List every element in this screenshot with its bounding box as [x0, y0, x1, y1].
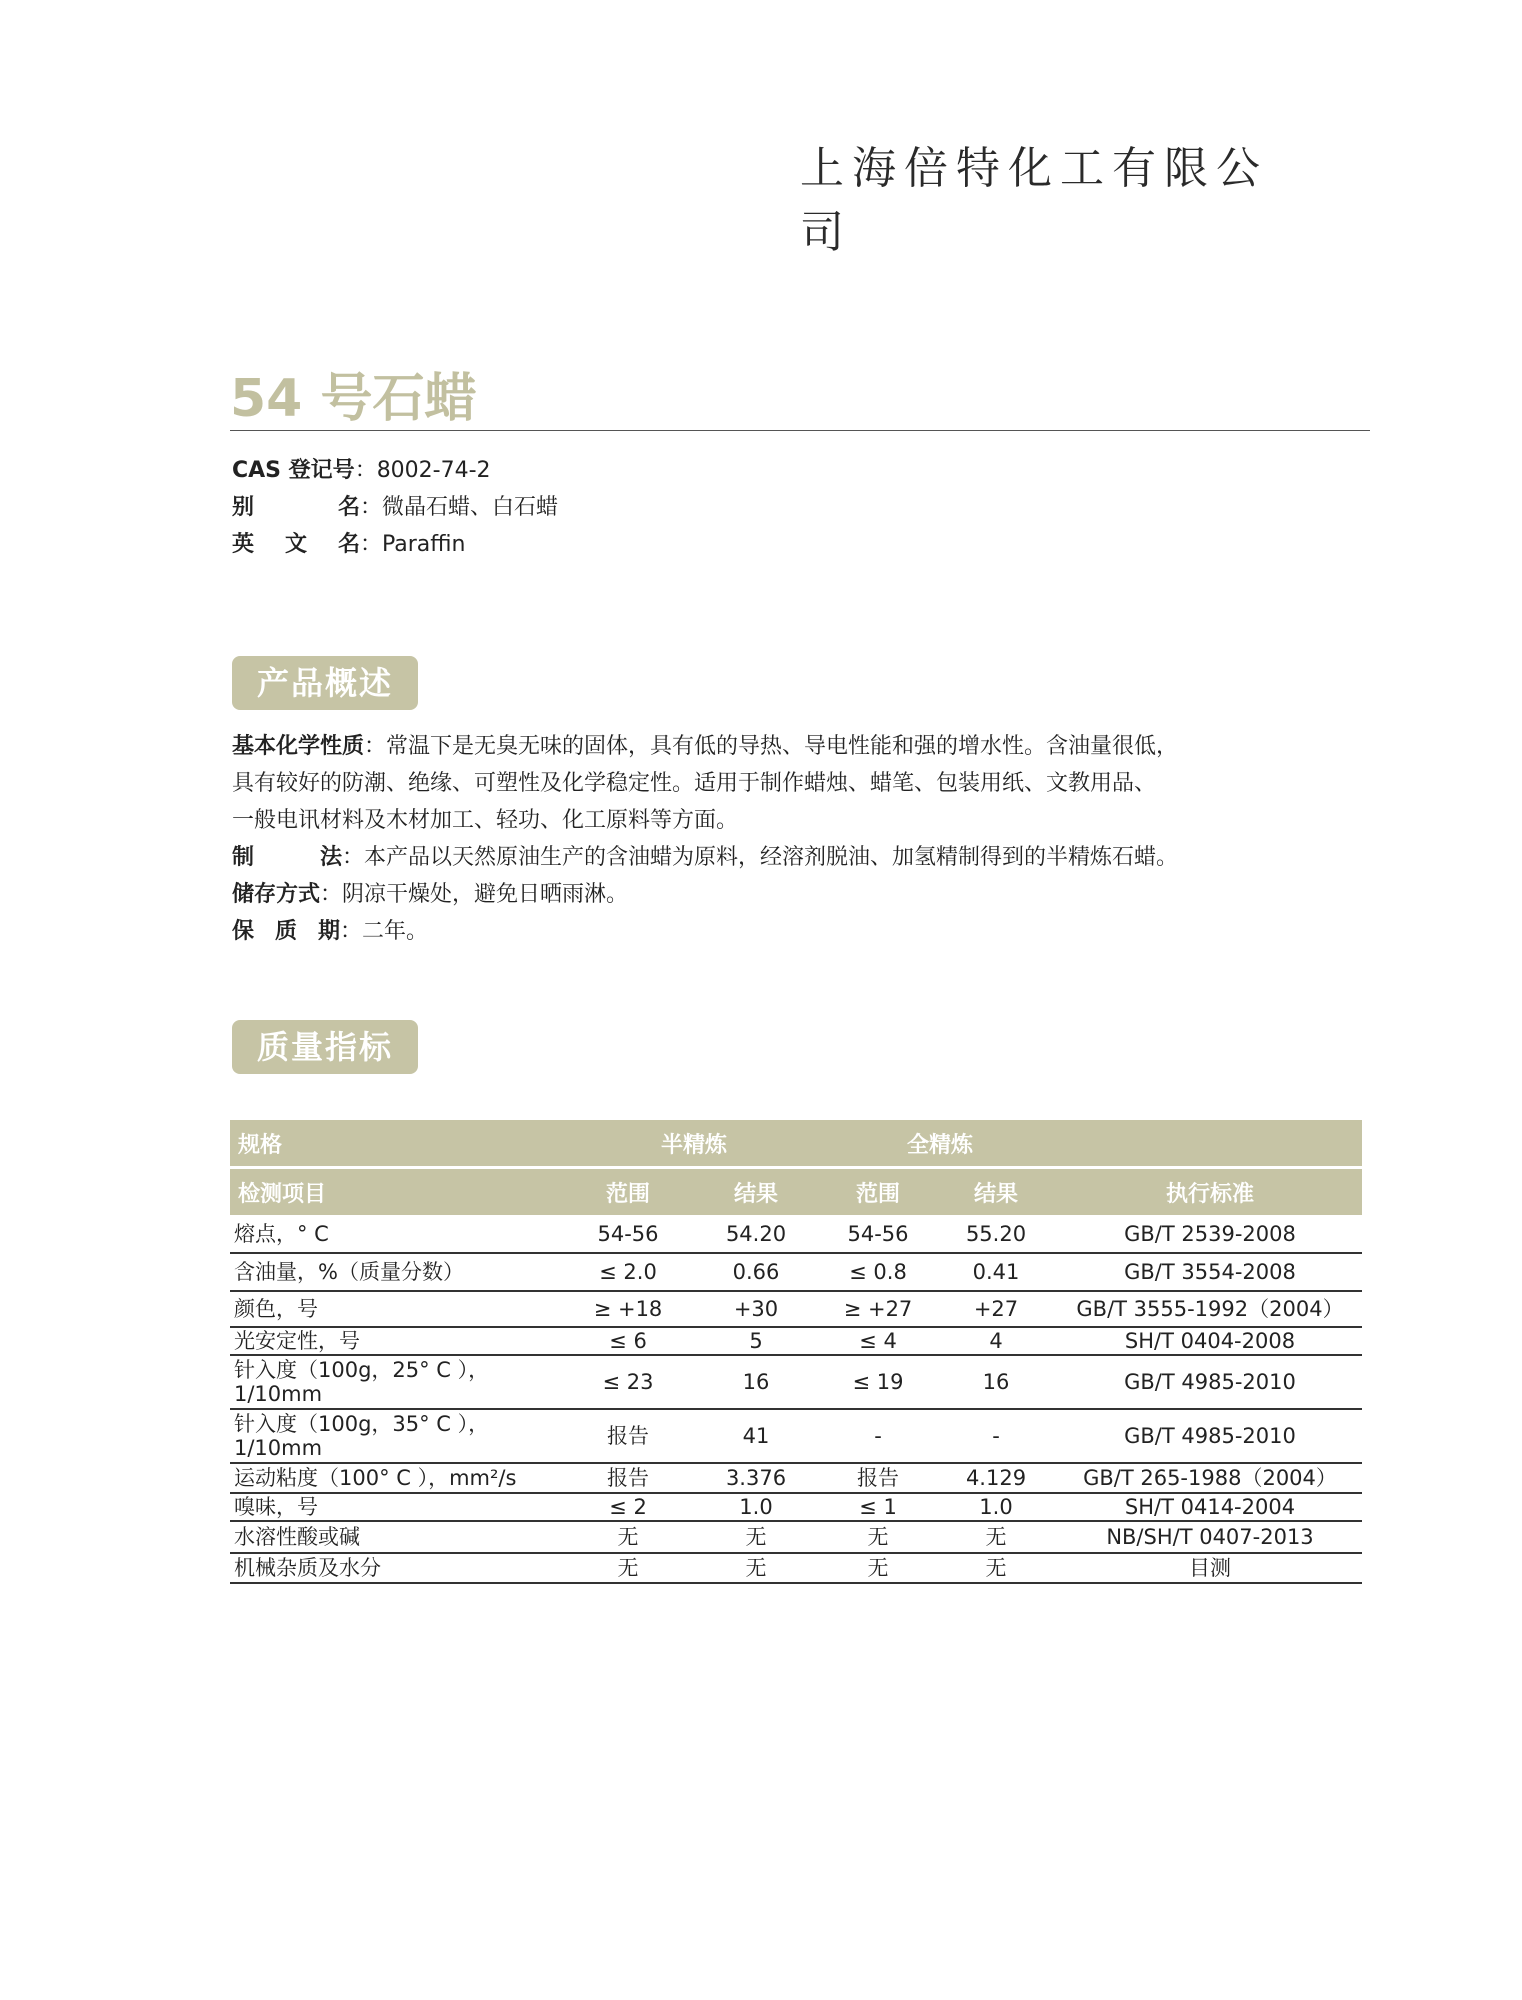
basic-properties	[232, 728, 1272, 765]
header-spec: 规格	[230, 1120, 566, 1168]
cell-result-1: 1.0	[690, 1493, 822, 1521]
item-text: 机械杂质及水分	[234, 1556, 381, 1580]
product-title: 54 号石蜡	[230, 369, 477, 429]
cell-result-2: 无	[934, 1553, 1058, 1583]
table-header-row-2	[230, 1168, 1362, 1216]
item-text: 针入度（100g，25° C ），	[234, 1358, 490, 1382]
header-semi-refined: 半精炼	[566, 1120, 822, 1168]
cell-range-2: ≤ 19	[822, 1355, 934, 1409]
cell-range-2: ≤ 0.8	[822, 1253, 934, 1291]
item-text: 含油量，%（质量分数）	[234, 1260, 464, 1284]
cell-result-2: +27	[934, 1291, 1058, 1327]
header-item: 检测项目	[230, 1168, 566, 1216]
header-fully-refined: 全精炼	[822, 1120, 1058, 1168]
info-row-cas	[232, 452, 558, 489]
basic-text: ：常温下是无臭无味的固体，具有低的导热、导电性能和强的增水性。含油量很低，	[364, 734, 1179, 759]
method	[232, 839, 1272, 876]
header-standard: 执行标准	[1058, 1168, 1362, 1216]
cell-item	[230, 1327, 566, 1355]
cell-range-1: ≥ +18	[566, 1291, 690, 1327]
cell-range-2: 无	[822, 1521, 934, 1553]
cell-standard: 目测	[1058, 1553, 1362, 1583]
info-value: ：8002-74-2	[354, 458, 491, 483]
table-row	[230, 1215, 1362, 1253]
info-row-alias	[232, 489, 558, 526]
section-heading-overview: 产品概述	[232, 656, 418, 710]
method-text: ：本产品以天然原油生产的含油蜡为原料，经溶剂脱油、加氢精制得到的半精炼石蜡。	[342, 845, 1179, 870]
cell-range-1: 54-56	[566, 1215, 690, 1253]
header-result-2: 结果	[934, 1168, 1058, 1216]
cell-range-1: 无	[566, 1553, 690, 1583]
cell-item	[230, 1553, 566, 1583]
cell-result-1: +30	[690, 1291, 822, 1327]
cell-range-1: 无	[566, 1521, 690, 1553]
cell-result-2: 0.41	[934, 1253, 1058, 1291]
cell-result-2: 16	[934, 1355, 1058, 1409]
table-row	[230, 1493, 1362, 1521]
cell-item	[230, 1215, 566, 1253]
storage	[232, 876, 1272, 913]
product-info	[232, 452, 558, 563]
overview-text	[232, 728, 1272, 950]
cell-range-1: ≤ 2.0	[566, 1253, 690, 1291]
cell-result-1: 5	[690, 1327, 822, 1355]
cell-standard: NB/SH/T 0407-2013	[1058, 1521, 1362, 1553]
basic-properties-3: 一般电讯材料及木材加工、轻功、化工原料等方面。	[232, 808, 739, 833]
shelf-label: 保质期	[232, 919, 340, 944]
item-text: 光安定性，号	[234, 1329, 360, 1353]
cell-range-2: 无	[822, 1553, 934, 1583]
title-divider	[230, 430, 1370, 431]
cell-standard: GB/T 4985-2010	[1058, 1355, 1362, 1409]
info-label: CAS 登记号	[232, 458, 355, 483]
cell-range-2: 报告	[822, 1463, 934, 1493]
cell-range-1: 报告	[566, 1409, 690, 1463]
cell-result-2: 1.0	[934, 1493, 1058, 1521]
info-label: 别名	[232, 495, 360, 520]
header-range-1: 范围	[566, 1168, 690, 1216]
method-label: 制法	[232, 845, 342, 870]
storage-label: 储存方式	[232, 882, 321, 907]
cell-result-2: 4.129	[934, 1463, 1058, 1493]
item-text: 颜色，号	[234, 1297, 318, 1321]
cell-result-2: 55.20	[934, 1215, 1058, 1253]
info-row-english	[232, 526, 558, 563]
cell-result-1: 3.376	[690, 1463, 822, 1493]
cell-range-2: -	[822, 1409, 934, 1463]
cell-result-1: 无	[690, 1521, 822, 1553]
table-row	[230, 1253, 1362, 1291]
cell-result-1: 无	[690, 1553, 822, 1583]
table-row	[230, 1409, 1362, 1463]
item-text: 水溶性酸或碱	[234, 1525, 360, 1549]
basic-label: 基本化学性质	[232, 734, 365, 759]
basic-properties-2: 具有较好的防潮、绝缘、可塑性及化学稳定性。适用于制作蜡烛、蜡笔、包装用纸、文教用品、	[232, 771, 1157, 796]
item-text: 针入度（100g，35° C ），	[234, 1412, 490, 1436]
shelf-life	[232, 913, 1272, 950]
table-row	[230, 1291, 1362, 1327]
cell-range-1: 报告	[566, 1463, 690, 1493]
table-header-row-1	[230, 1120, 1362, 1168]
cell-item	[230, 1355, 566, 1409]
cell-range-2: ≤ 1	[822, 1493, 934, 1521]
cell-standard: GB/T 265-1988（2004）	[1058, 1463, 1362, 1493]
cell-result-1: 54.20	[690, 1215, 822, 1253]
header-result-1: 结果	[690, 1168, 822, 1216]
cell-item	[230, 1253, 566, 1291]
info-label: 英文名	[232, 532, 360, 557]
cell-result-2: -	[934, 1409, 1058, 1463]
cell-item	[230, 1291, 566, 1327]
cell-standard: GB/T 3555-1992（2004）	[1058, 1291, 1362, 1327]
item-text-2: 1/10mm	[234, 1382, 323, 1406]
storage-text: ：阴凉干燥处，避免日晒雨淋。	[320, 882, 629, 907]
cell-result-2: 4	[934, 1327, 1058, 1355]
cell-range-1: ≤ 6	[566, 1327, 690, 1355]
cell-standard: SH/T 0404-2008	[1058, 1327, 1362, 1355]
table-row	[230, 1327, 1362, 1355]
info-value: ：微晶石蜡、白石蜡	[360, 495, 559, 520]
cell-standard: GB/T 2539-2008	[1058, 1215, 1362, 1253]
table-row	[230, 1355, 1362, 1409]
table-row	[230, 1521, 1362, 1553]
cell-range-1: ≤ 23	[566, 1355, 690, 1409]
cell-range-2: ≤ 4	[822, 1327, 934, 1355]
section-heading-quality: 质量指标	[232, 1020, 418, 1074]
table-row	[230, 1463, 1362, 1493]
cell-item	[230, 1521, 566, 1553]
cell-result-1: 0.66	[690, 1253, 822, 1291]
cell-item	[230, 1409, 566, 1463]
header-range-2: 范围	[822, 1168, 934, 1216]
cell-range-2: ≥ +27	[822, 1291, 934, 1327]
item-text: 熔点，° C	[234, 1221, 329, 1246]
cell-range-2: 54-56	[822, 1215, 934, 1253]
cell-result-1: 16	[690, 1355, 822, 1409]
quality-table	[230, 1120, 1362, 1584]
cell-standard: SH/T 0414-2004	[1058, 1493, 1362, 1521]
cell-result-2: 无	[934, 1521, 1058, 1553]
cell-item	[230, 1493, 566, 1521]
shelf-text: ：二年。	[340, 919, 429, 944]
info-value: ：Paraffin	[360, 532, 466, 557]
cell-item	[230, 1463, 566, 1493]
header-blank	[1058, 1120, 1362, 1168]
table-row	[230, 1553, 1362, 1583]
item-text-2: 1/10mm	[234, 1436, 323, 1460]
item-text: 运动粘度（100° C ），mm²/s	[234, 1466, 517, 1490]
cell-range-1: ≤ 2	[566, 1493, 690, 1521]
item-text: 嗅味，号	[234, 1495, 318, 1519]
company-name: 上海倍特化工有限公司	[800, 143, 1268, 258]
cell-standard: GB/T 3554-2008	[1058, 1253, 1362, 1291]
cell-result-1: 41	[690, 1409, 822, 1463]
cell-standard: GB/T 4985-2010	[1058, 1409, 1362, 1463]
